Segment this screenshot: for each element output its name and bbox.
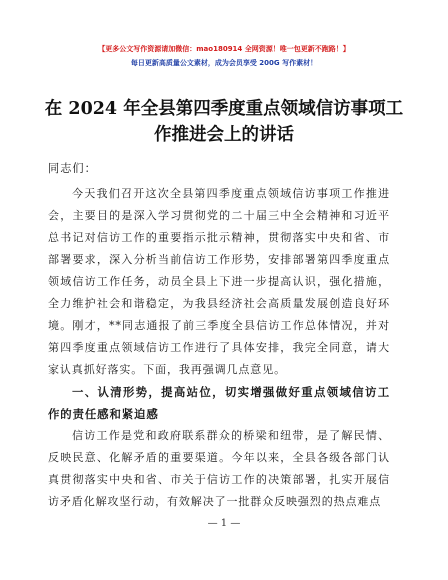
promo-line-2: 每日更新高质量公文素材，成为会员享受 200G 写作素材！ <box>130 59 318 67</box>
promo-banner <box>0 42 448 70</box>
salutation: 同志们： <box>48 162 97 175</box>
document-title: 在 2024 年全县第四季度重点领域信访事项工作推进会上的讲话 <box>44 99 404 145</box>
paragraph-section-1: 信访工作是党和政府联系群众的桥梁和纽带，是了解民情、反映民意、化解矛盾的重要渠道。今年以来，全县各级各部门认真贯彻落实中央和省、市关于信访工作的决策部署，扎实开展信访矛盾化解攻坚行动，有效解决了一批群众反映强烈的热点难点 <box>48 429 390 508</box>
promo-line-1: 【更多公文写作资源请加微信：mao180914 全网资源！唯一包更新不跑路！】 <box>98 45 350 53</box>
paragraph-intro: 今天我们召开这次全县第四季度重点领域信访事项工作推进会，主要目的是深入学习贯彻党的二十届三中全会精神和习近平总书记对信访工作的重要指示批示精神，贯彻落实中央和省、市部署要求，深入分析当前信访工作形势，安排部署第四季度重点领域信访工作任务，动员全县上下进一步提高认识，强化措施，全力维护社会和谐稳定，为我县经济社会高质量发展创造良好环境。刚才，**同志通报了前三季度全县信访工作总体情况，并对第四季度重点领域信访工作进行了具体安排，我完全同意，请大家认真抓好落实。下面，我再强调几点意见。 <box>48 187 390 376</box>
document-body <box>48 183 390 513</box>
page-number: — 1 — <box>207 518 241 529</box>
section-heading-1: 一、认清形势，提高站位，切实增强做好重点领域信访工作的责任感和紧迫感 <box>48 385 390 421</box>
